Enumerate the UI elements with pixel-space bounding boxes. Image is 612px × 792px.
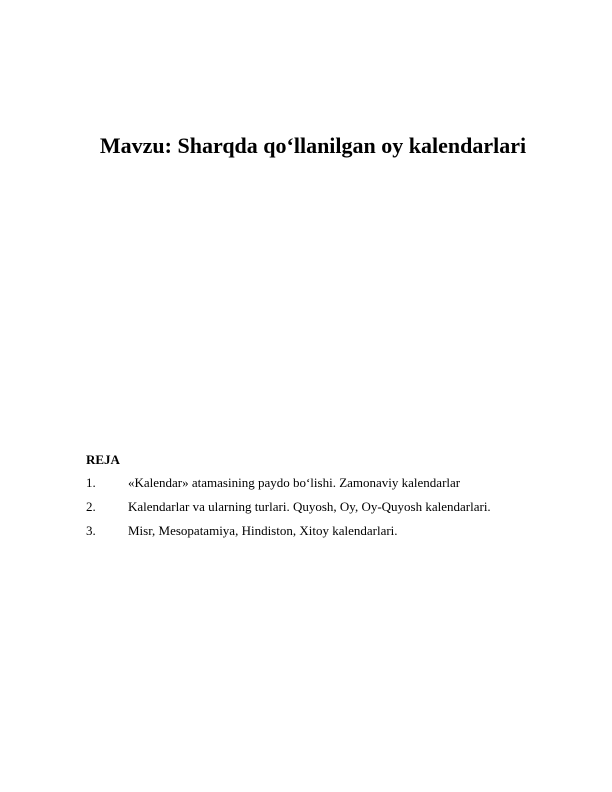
plan-item-text: Kalendarlar va ularning turlari. Quyosh, Oy, Oy-Quyosh kalendarlari.: [128, 499, 491, 514]
plan-item-1: [86, 474, 566, 498]
plan-item-text: «Kalendar» atamasining paydo bo‘lishi. Zamonaviy kalendarlar: [128, 475, 461, 490]
plan-item-text: Misr, Mesopatamiya, Hindiston, Xitoy kalendarlari.: [128, 523, 398, 538]
plan-list: [86, 474, 566, 546]
plan-item-number: 3.: [86, 523, 96, 538]
plan-heading: REJA: [86, 452, 120, 467]
page-title: Mavzu: Sharqda qo‘llanilgan oy kalendarlari: [99, 133, 527, 158]
plan-item-2: [86, 498, 566, 522]
plan-item-3: [86, 522, 566, 546]
plan-item-number: 1.: [86, 475, 96, 490]
plan-item-number: 2.: [86, 499, 96, 514]
